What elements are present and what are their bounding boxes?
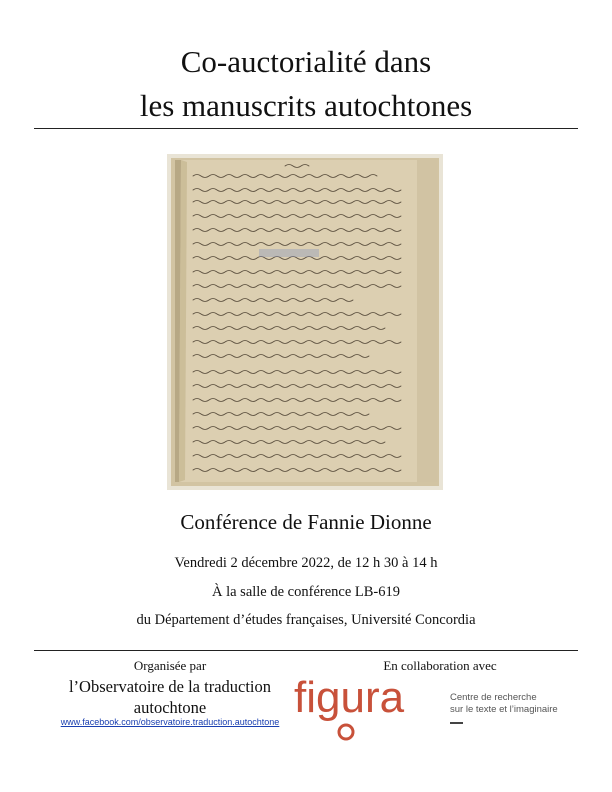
conference-title: Conférence de Fannie Dionne: [180, 510, 432, 534]
organizer-label: Organisée par: [133, 658, 207, 673]
page-title: [0, 40, 612, 128]
figura-subtitle-line-2: sur le texte et l’imaginaire: [450, 704, 558, 715]
bottom-divider: [34, 650, 578, 651]
top-divider: [34, 128, 578, 129]
figura-logo: [292, 672, 442, 742]
title-line-2: les manuscrits autochtones: [139, 88, 473, 123]
figura-dash: [450, 722, 463, 724]
figura-subtitle: [450, 692, 590, 716]
title-line-1: Co-auctorialité dans: [180, 44, 432, 79]
manuscript-image: [167, 154, 443, 490]
figura-logo-text: figura: [294, 673, 405, 722]
organizer-facebook-link[interactable]: www.facebook.com/observatoire.traduction.autochtone: [60, 717, 280, 727]
collaboration-label: En collaboration avec: [383, 658, 497, 673]
conference-room: À la salle de conférence LB-619: [211, 584, 400, 600]
figura-subtitle-line-1: Centre de recherche: [450, 692, 537, 703]
organizer-name: [30, 676, 310, 718]
conference-date: Vendredi 2 décembre 2022, de 12 h 30 à 14 h: [174, 555, 438, 571]
organizer-name-line-1: l’Observatoire de la traduction: [68, 677, 272, 696]
conference-department: du Département d’études françaises, Université Concordia: [136, 612, 476, 628]
organizer-name-line-2: autochtone: [133, 698, 207, 717]
